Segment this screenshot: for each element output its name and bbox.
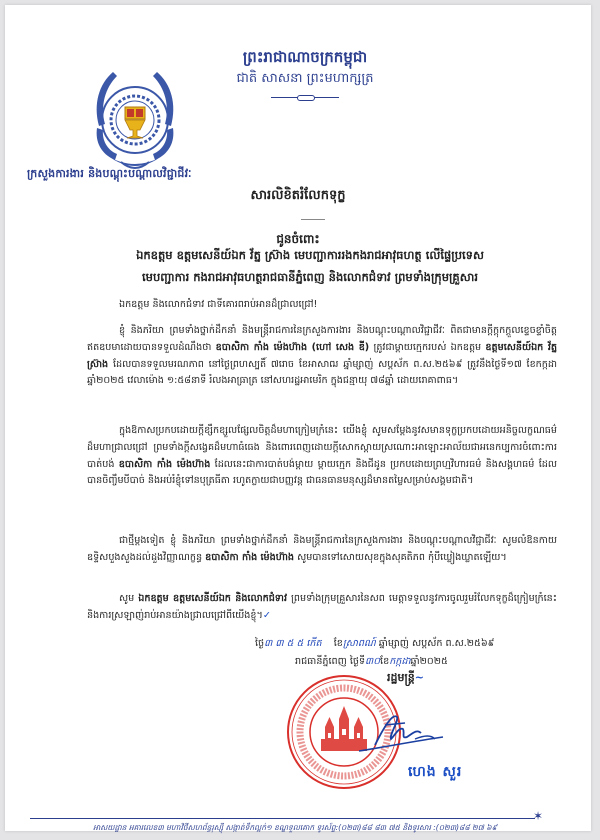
month-label: ខែ <box>333 638 343 649</box>
paragraph-text: ដែលបានទទួលមរណភាព នៅថ្ងៃព្រហស្បតិ៍ ៧រោច ខែអាសាឍ ឆ្នាំម្សាញ់ សប្តស័ក ព.ស.២៥៦៩ ត្រូវនឹងថ្ងៃទី១៧ ខែកក្កដា ឆ្នាំ២០២៥ វេលាម៉ោង ១:៥៨នាទី រំលងអាធ្រាត្រ នៅសហរដ្ឋអាមេរិក ក្នុងជន្មាយុ ៧៨ឆ្នាំ ដោយរោគាពាធ។ <box>87 358 557 387</box>
paragraph-text: ព្រមទាំងក្រុមគ្រួសារនៃសព មេត្តាទទួលនូវការចូលរួមរំលែកទុក្ខដ៏ក្រៀមក្រំនេះ និងការស្រឡាញ់រាប់អានយ៉ាងជ្រាលជ្រៅពីយើងខ្ញុំ។ <box>87 593 557 621</box>
document-title: សារលិខិតរំលែកទុក្ខ <box>250 188 346 203</box>
paragraph-text: ខ្ញុំ និងភរិយា ព្រមទាំងថ្នាក់ដឹកនាំ និងមន្ត្រីរាជការនៃក្រសួងការងារ និងបណ្តុះបណ្តាលវិជ្ជាជីវៈ ពិតជាមានក្តីក្តុកក្តួលខ្ទេចខ្ទាំចិត្តឥតឧបមាដោយបានទទួលដំណឹងថា <box>87 325 557 353</box>
title-divider <box>301 219 325 220</box>
paragraph-4 <box>87 591 557 625</box>
footer-ornament-icon: ✶ <box>533 809 544 823</box>
handwritten-lunar-day: ៣ ៣ ៥ ៥ កើត <box>264 638 322 649</box>
footer-address: អាសយដ្ឋាន អគារលេខ៣ មហាវិថីសហព័ន្ធរុស្ស៊ី សង្កាត់ទឹកល្អក់១ ខណ្ឌទួលគោក ទូរស័ព្ទ:(០២៣)៨៨ ៨៣ ៧៥ និងទូរសារ :(០២៣)៨៨ ២៧ ៦៩ <box>93 823 497 832</box>
paragraph-text: ដែលនេះជាការបាត់បង់ម្តាយ ម្តាយក្មេក និងជីដូន ប្រកបដោយព្រហ្មវិហារធម៌ និងសង្គហធម៌ ដែលបានចិញ្ចឹមបីបាច់ និងអប់រំខ្ញុំទៅនបុត្រធីតា រហូតក្លាយជាបញ្ញវន្ត ជាធនធានមនុស្សដ៏មានតម្លៃសម្រាប់សង្គមជាតិ។ <box>87 458 557 487</box>
paragraph-text: ត្រូវជាម្តាយក្មេករបស់ ឯកឧត្តម <box>369 341 486 353</box>
signer-role: រដ្ឋមន្ត្រី <box>387 671 415 684</box>
paragraph-3 <box>87 533 557 567</box>
signer-name: ហេង សួរ <box>408 764 463 780</box>
paragraph-1 <box>87 323 557 390</box>
ornament-divider <box>271 95 339 101</box>
paragraph-text: ជាថ្មីម្តងទៀត ខ្ញុំ និងភរិយា ព្រមទាំងថ្នាក់ដឹកនាំ និងមន្ត្រីរាជការនៃក្រសួងការងារ និងបណ្តុះបណ្តាលវិជ្ជាជីវៈ សូមលំឱនកាយឧទ្ទិសបួងសួងដល់ដួងវិញ្ញាណក្ខន្ធ <box>87 535 557 563</box>
deceased-name: ឧបាសិកា កាំង ម៉េងហ៊ាង <box>205 551 295 563</box>
kingdom-name: ព្រះរាជាណាចក្រកម្ពុជា <box>242 48 368 66</box>
recipient-names: ឯកឧត្តម ឧត្តមសេនីយ៍ឯក និងលោកជំទាវ <box>138 593 287 604</box>
handwritten-day: ៣០ <box>365 656 381 667</box>
handwritten-month: កក្កដា <box>389 656 411 667</box>
year: ឆ្នាំ២០២៥ <box>410 656 448 667</box>
month-label: ខែ <box>380 656 390 667</box>
deceased-name: ឧបាសិកា កាំង ម៉េងហ៊ាង <box>118 458 211 470</box>
national-motto: ជាតិ សាសនា ព្រះមហាក្សត្រ <box>236 71 374 86</box>
kingdom-header <box>215 47 395 101</box>
check-mark-icon: ✓ <box>262 609 271 621</box>
paragraph-2 <box>87 423 557 490</box>
paragraph-text: សូម <box>119 593 139 604</box>
paragraph-text: សូមបានទៅសោយសុខក្នុងសុគតិភព កុំបីឃ្លៀងឃ្លាតឡើយ។ <box>294 551 507 563</box>
initial-mark: ~ <box>414 671 424 684</box>
ministry-name: ក្រសួងការងារ និងបណ្តុះបណ្តាលវិជ្ជាជីវៈ <box>27 167 192 180</box>
to-label: ជូនចំពោះ <box>276 232 320 246</box>
ministry-logo-icon <box>85 70 185 175</box>
solar-date <box>295 653 595 671</box>
recipient-line-1: ឯកឧត្តម ឧត្តមសេនីយ៍ឯក វ័ត្ន ស្រ៊ាង មេបញ្ជាការរងកងរាជអាវុធហត្ថ លើផ្ទៃប្រទេស <box>136 248 484 262</box>
signature-icon <box>355 705 445 755</box>
document-page <box>5 5 591 831</box>
lunar-year: ឆ្នាំម្សាញ់ សប្តស័ក ព.ស.២៥៦៩ <box>378 638 495 649</box>
lunar-date <box>255 635 555 653</box>
footer-divider <box>30 818 535 819</box>
greeting: ឯកឧត្តម និងលោកជំទាវ ជាទីគោរពរាប់អានដ៏ជ្រាលជ្រៅ! <box>119 299 318 310</box>
signer-title <box>387 671 424 687</box>
handwritten-lunar-month: ស្រាពណ៍ <box>342 638 376 649</box>
deceased-name: ឧបាសិកា កាំង ម៉េងហ៊ាង (ហៅ សេង ឌី) <box>215 341 370 353</box>
recipient-name: ឧត្តមសេនីយ៍ឯក វ័ត្ន ស្រ៊ាង <box>87 341 557 370</box>
paragraph-text: ក្នុងឱកាសប្រកបដោយក្តីខ្សឹកខ្សួលផ្សែលចិត្តដ៏មហាក្រៀមក្រំនេះ យើងខ្ញុំ សូមសម្តែងនូវសមានទុក្ខប្រកបដោយអនិច្ចលក្ខណធម៌ដ៏មហាជ្រាលជ្រៅ ព្រមទាំងក្តីសង្វេគដ៏មហាធំធេង និងពោរពេញដោយក្តីសោកស្តាយស្រណោះអាឡោះអាល័យជាអនេកប្បការចំពោះការបាត់បង់ <box>87 425 557 470</box>
place-date-label: រាជធានីភ្នំពេញ ថ្ងៃទី <box>295 656 366 667</box>
date-label: ថ្ងៃ <box>255 638 265 649</box>
recipient-line-2: មេបញ្ជាការ កងរាជអាវុធហត្ថរាជធានីភ្នំពេញ និងលោកជំទាវ ព្រមទាំងក្រុមគ្រួសារ <box>142 270 478 284</box>
